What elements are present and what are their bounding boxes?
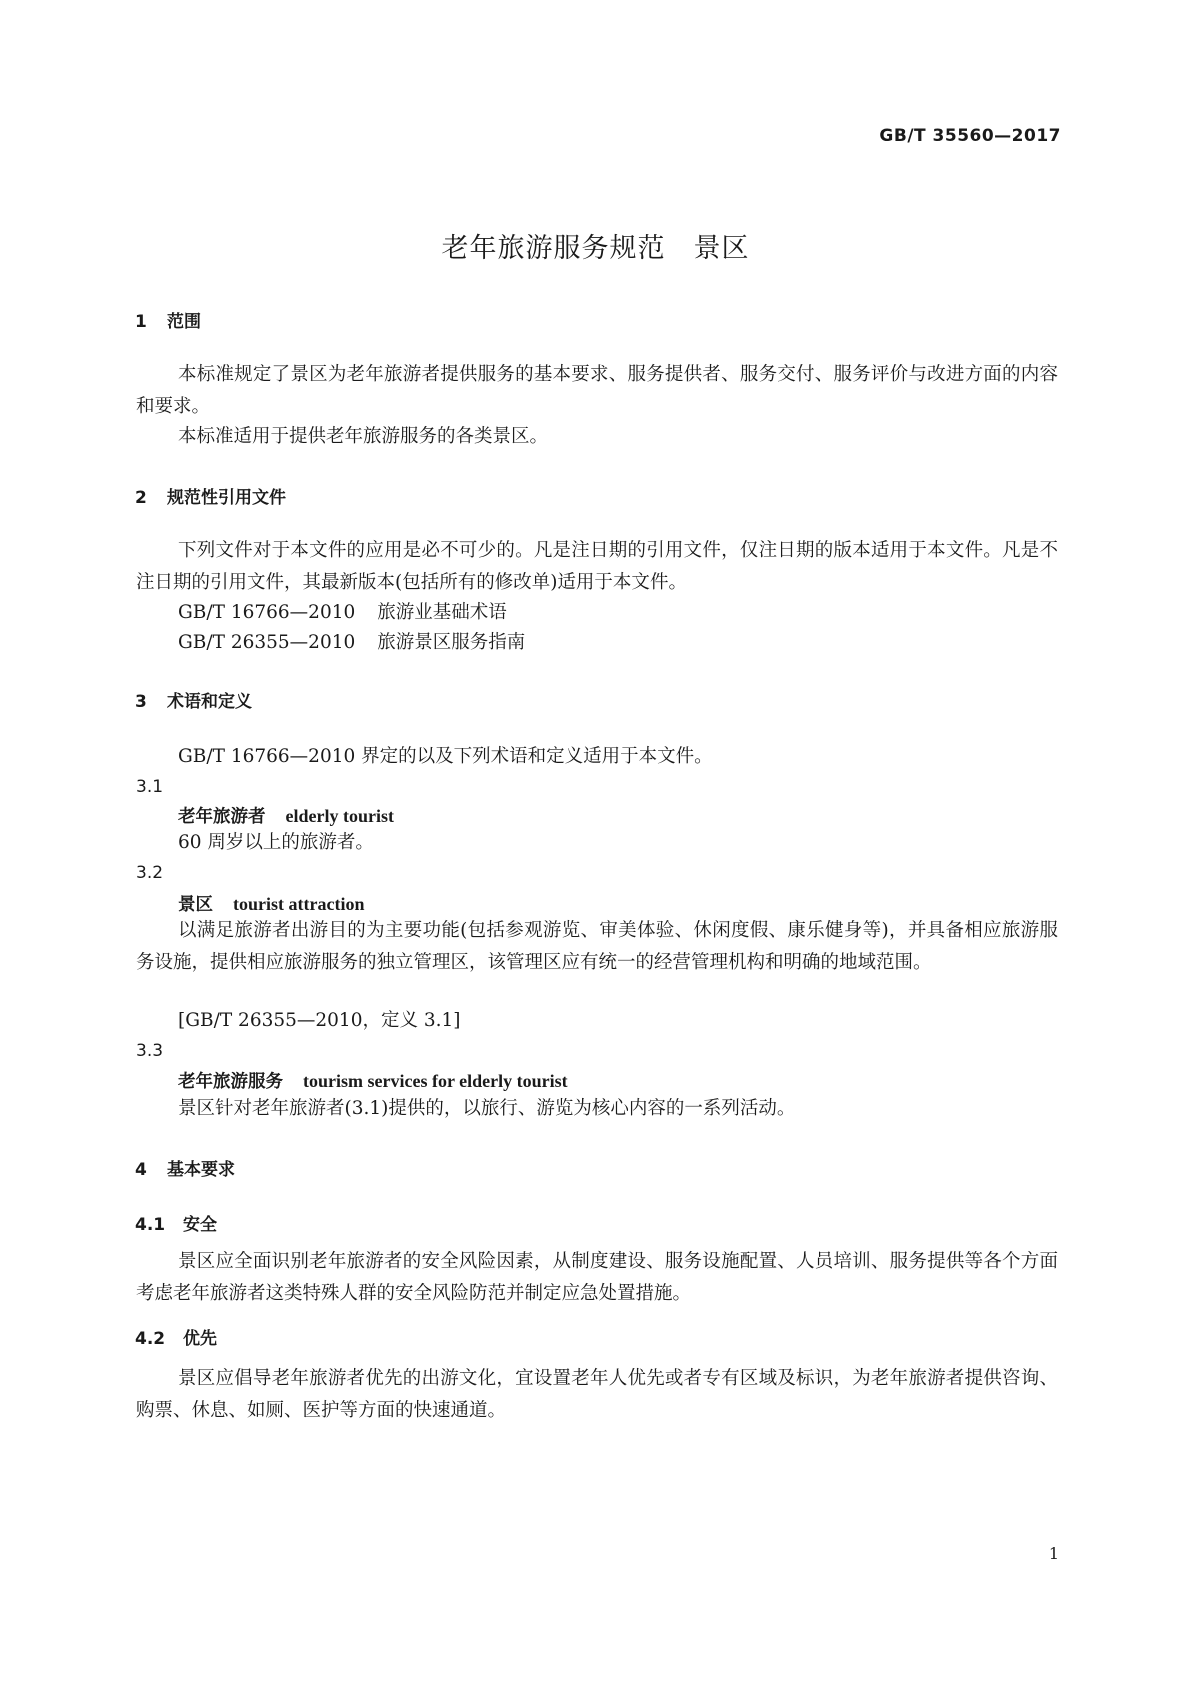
reference-item (178, 597, 507, 629)
reference-item (178, 627, 525, 659)
section-2-heading (135, 483, 286, 508)
reference-code: GB/T 16766—2010 (178, 602, 356, 623)
section-1-heading (135, 307, 201, 332)
section-number: 1 (135, 312, 147, 332)
subsection-4-1-heading (135, 1210, 217, 1235)
subsection-title: 优先 (183, 1329, 217, 1349)
reference-code: GB/T 26355—2010 (178, 632, 356, 653)
section-title: 术语和定义 (167, 692, 252, 712)
reference-title: 旅游景区服务指南 (377, 632, 526, 653)
section-1-paragraph-1: 本标准规定了景区为老年旅游者提供服务的基本要求、服务提供者、服务交付、服务评价与改进方面的内容和要求。 (136, 364, 1058, 417)
section-title: 规范性引用文件 (167, 488, 286, 508)
term-zh: 老年旅游者 (178, 807, 266, 827)
section-1-paragraph-2: 本标准适用于提供老年旅游服务的各类景区。 (178, 426, 549, 447)
section-title: 范围 (167, 312, 201, 332)
reference-title: 旅游业基础术语 (377, 602, 507, 623)
section-title: 基本要求 (167, 1160, 235, 1180)
section-number: 2 (135, 488, 147, 508)
subsection-number: 4.1 (135, 1215, 166, 1235)
subsection-4-2-heading (135, 1324, 217, 1349)
term-zh: 老年旅游服务 (178, 1072, 283, 1092)
term-source: [GB/T 26355—2010，定义 3.1] (178, 1010, 461, 1031)
term-number: 3.2 (136, 863, 164, 883)
term-definition: 以满足旅游者出游目的为主要功能(包括参观游览、审美体验、休闲度假、康乐健身等)，并具备相应旅游服务设施，提供相应旅游服务的独立管理区，该管理区应有统一的经营管理机构和明确的地域范围。 (136, 920, 1058, 973)
term-definition: 景区针对老年旅游者(3.1)提供的，以旅行、游览为核心内容的一系列活动。 (178, 1098, 796, 1119)
section-2-paragraph: 下列文件对于本文件的应用是必不可少的。凡是注日期的引用文件，仅注日期的版本适用于本文件。凡是不注日期的引用文件，其最新版本(包括所有的修改单)适用于本文件。 (136, 540, 1058, 593)
section-3-intro: GB/T 16766—2010 界定的以及下列术语和定义适用于本文件。 (178, 746, 713, 767)
section-4-heading (135, 1155, 235, 1180)
term-en: tourist attraction (233, 894, 365, 914)
term-heading (178, 1068, 568, 1093)
section-number: 3 (135, 692, 147, 712)
term-zh: 景区 (178, 895, 213, 915)
subsection-title: 安全 (183, 1215, 217, 1235)
term-number: 3.3 (136, 1041, 164, 1061)
subsection-number: 4.2 (135, 1329, 166, 1349)
subsection-4-2-paragraph: 景区应倡导老年旅游者优先的出游文化，宜设置老年人优先或者专有区域及标识，为老年旅游者提供咨询、购票、休息、如厕、医护等方面的快速通道。 (136, 1368, 1058, 1421)
standard-code: GB/T 35560—2017 (879, 126, 1061, 146)
term-en: elderly tourist (285, 806, 394, 826)
section-number: 4 (135, 1160, 147, 1180)
section-3-heading (135, 687, 252, 712)
term-en: tourism services for elderly tourist (303, 1071, 568, 1091)
document-title: 老年旅游服务规范 景区 (441, 233, 750, 264)
page-number: 1 (1048, 1544, 1059, 1563)
subsection-4-1-paragraph: 景区应全面识别老年旅游者的安全风险因素，从制度建设、服务设施配置、人员培训、服务提供等各个方面考虑老年旅游者这类特殊人群的安全风险防范并制定应急处置措施。 (136, 1251, 1058, 1304)
term-number: 3.1 (136, 777, 164, 797)
term-definition: 60 周岁以上的旅游者。 (178, 832, 374, 853)
term-heading (178, 803, 394, 828)
term-heading (178, 891, 364, 916)
